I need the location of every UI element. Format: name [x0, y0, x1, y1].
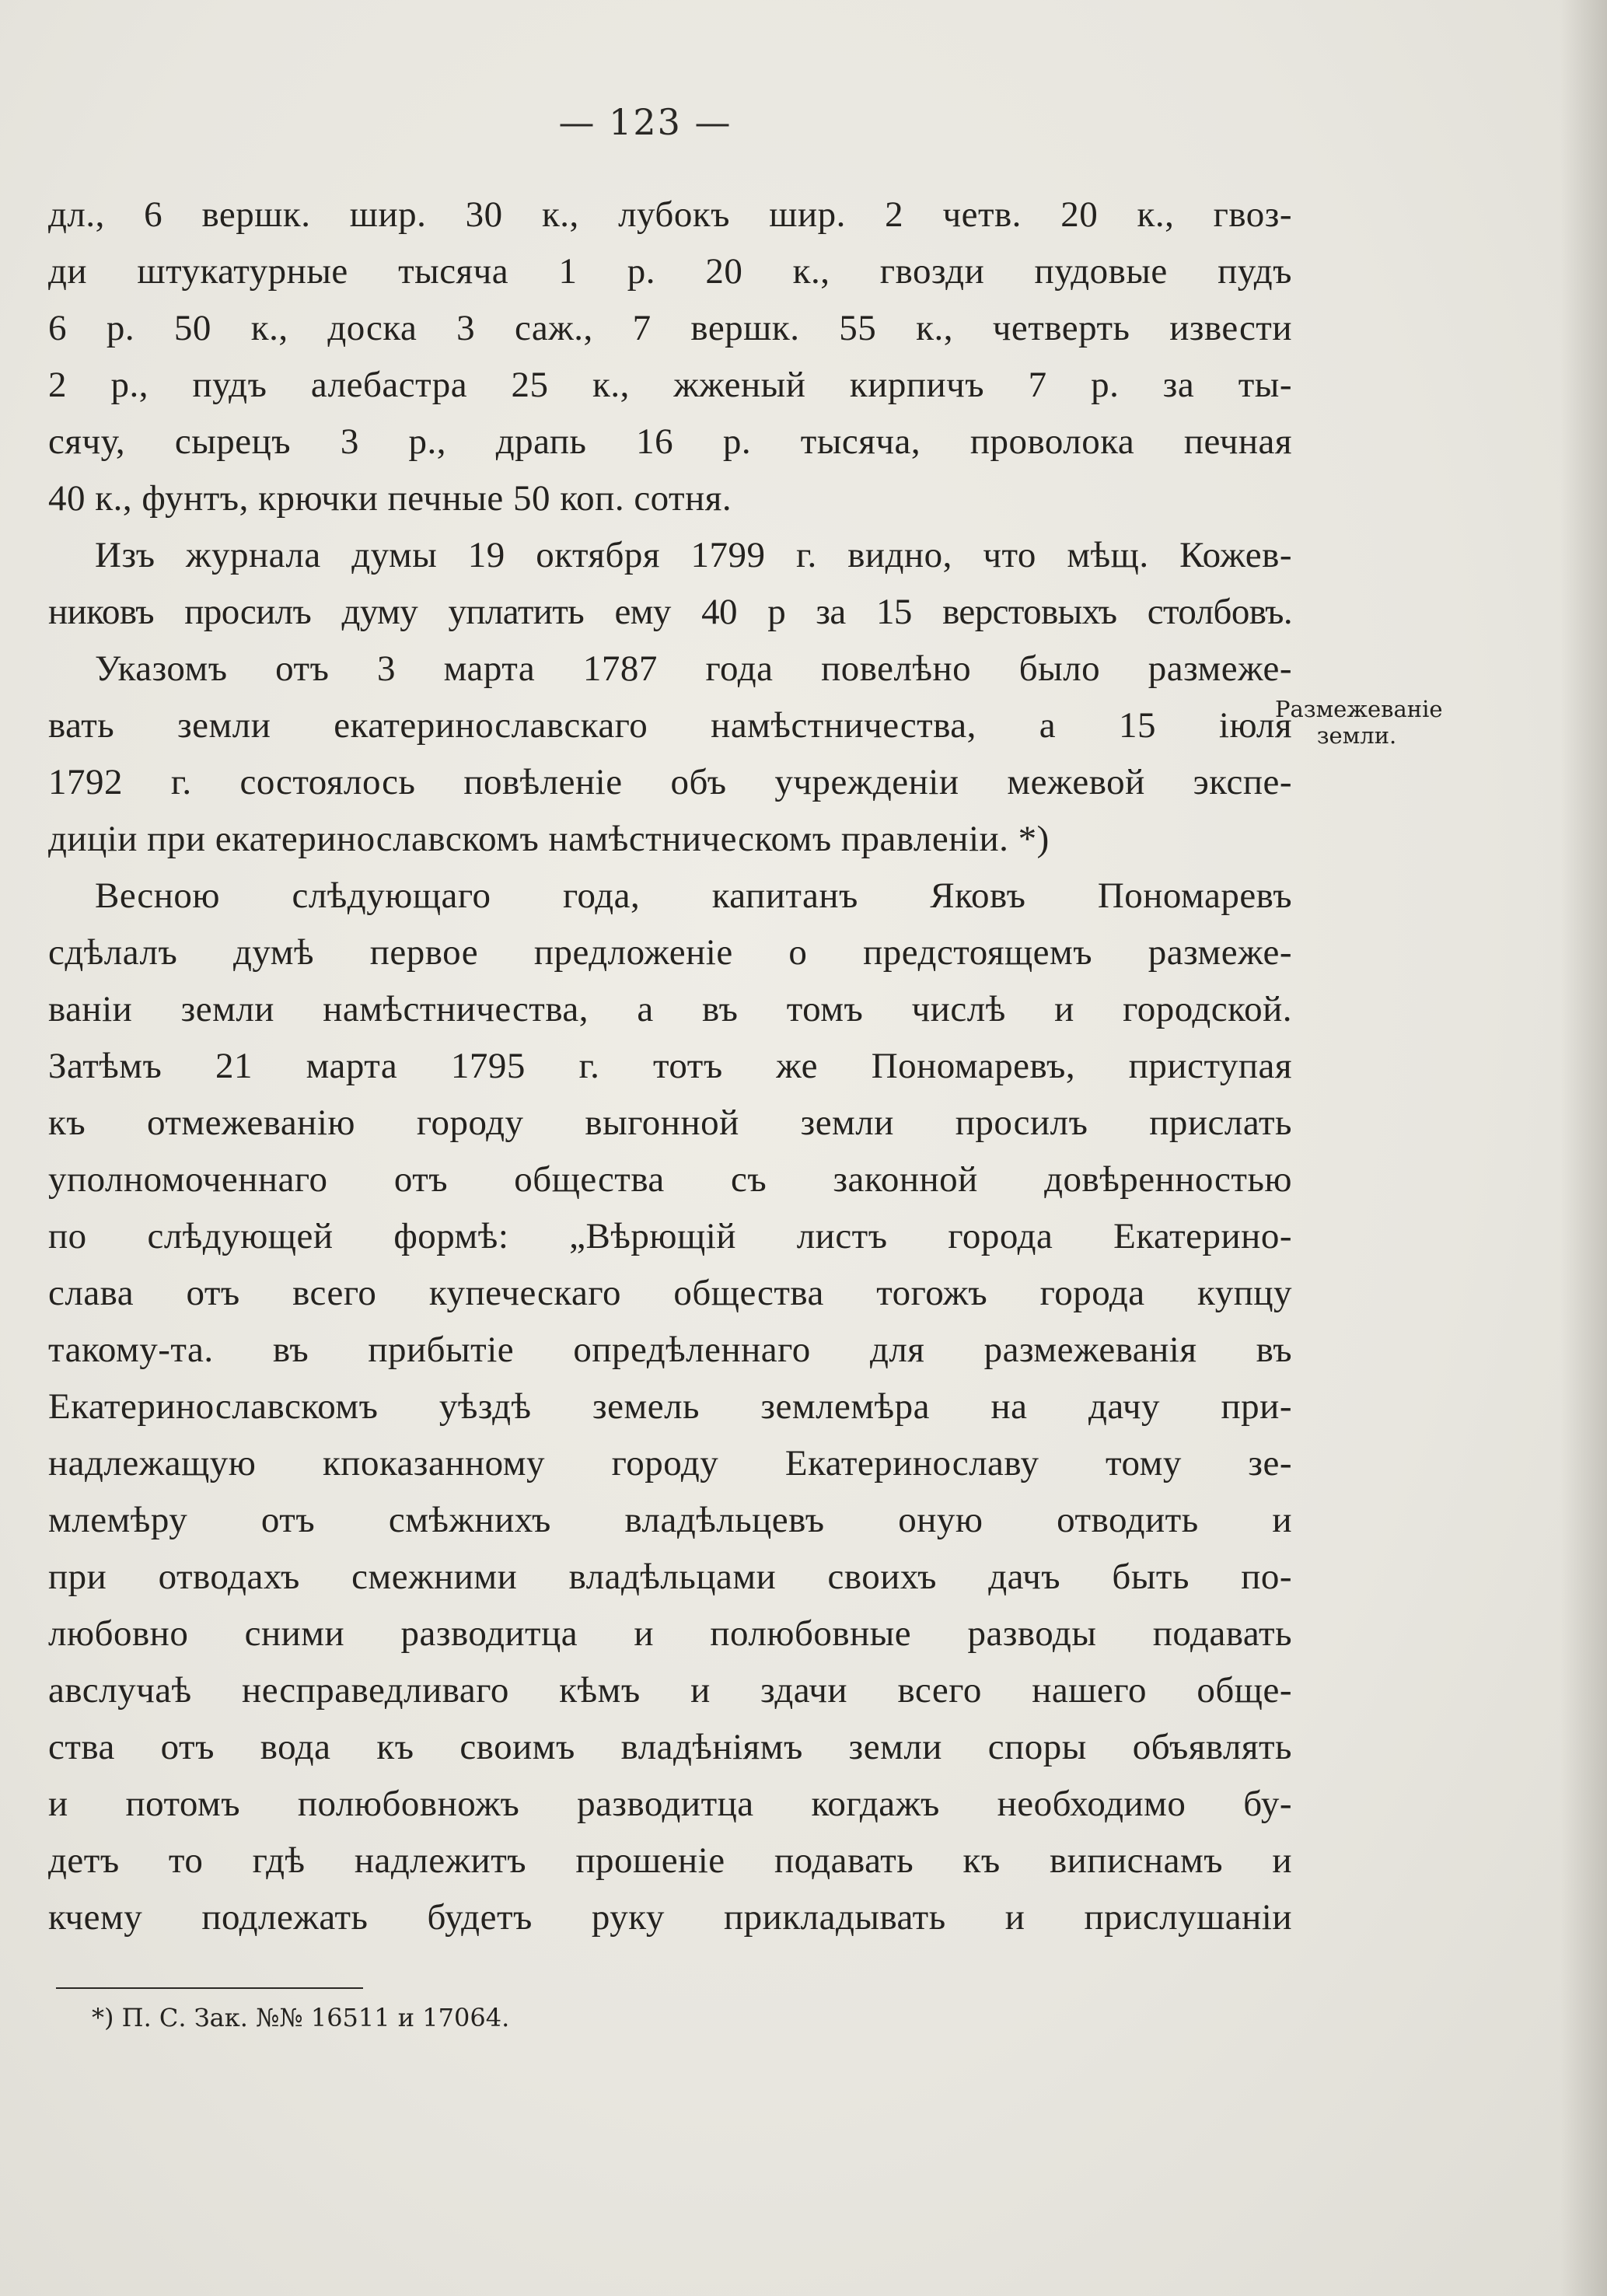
text-line: ства отъ вода къ своимъ владѣніямъ земли споры объявлять [48, 1727, 1292, 1767]
text-line: детъ то гдѣ надлежитъ прошеніе подавать къ виписнамъ и [48, 1840, 1292, 1881]
text-line: къ отмежеванію городу выгонной земли просилъ прислать [48, 1103, 1292, 1143]
text-line: диціи при екатеринославскомъ намѣстническомъ правленіи. *) [48, 819, 1050, 859]
text-line: Указомъ отъ 3 марта 1787 года повелѣно было размеже- [95, 648, 1292, 689]
text-line: 2 р., пудъ алебастра 25 к., жженый кирпичъ 7 р. за ты- [48, 365, 1292, 405]
text-line: млемѣру отъ смѣжнихъ владѣльцевъ оную отводить и [48, 1500, 1292, 1540]
text-line: сячу, сырецъ 3 р., драпь 16 р. тысяча, проволока печная [48, 421, 1292, 462]
spine-shadow [1560, 0, 1607, 2296]
text-line: 6 р. 50 к., доска 3 саж., 7 вершк. 55 к., четверть извести [48, 308, 1292, 348]
text-line: никовъ просилъ думу уплатить ему 40 р за 15 верстовыхъ столбовъ. [48, 592, 1292, 632]
text-line: ди штукатурные тысяча 1 р. 20 к., гвозди пудовые пудъ [48, 251, 1292, 292]
text-line: Екатеринославскомъ уѣздѣ земель землемѣра на дачу при- [48, 1386, 1292, 1427]
text-line: 40 к., фунтъ, крючки печные 50 коп. сотня. [48, 478, 732, 519]
text-line: дл., 6 вершк. шир. 30 к., лубокъ шир. 2 четв. 20 к., гвоз- [48, 194, 1292, 235]
text-line: вать земли екатеринославскаго намѣстничества, а 15 іюля [48, 705, 1292, 746]
text-line: авслучаѣ несправедливаго кѣмъ и здачи всего нашего обще- [48, 1670, 1292, 1711]
text-line: 1792 г. состоялось повѣленіе объ учрежденіи межевой экспе- [48, 762, 1292, 802]
text-line: Изъ журнала думы 19 октября 1799 г. видно, что мѣщ. Кожев- [95, 535, 1292, 575]
text-line: по слѣдующей формѣ: „Вѣрющій листъ города Екатерино- [48, 1216, 1292, 1256]
text-line: Весною слѣдующаго года, капитанъ Яковъ Пономаревъ [95, 875, 1292, 916]
text-line: надлежащую кпоказанному городу Екатеринославу тому зе- [48, 1443, 1292, 1483]
text-line: при отводахъ смежними владѣльцами своихъ дачъ быть по- [48, 1557, 1292, 1597]
footnote: *) П. С. Зак. №№ 16511 и 17064. [92, 2003, 510, 2032]
body-text [48, 187, 1292, 1946]
text-line: любовно сними разводитца и полюбовные разводы подавать [48, 1613, 1292, 1654]
text-line: уполномоченнаго отъ общества съ законной довѣренностью [48, 1159, 1292, 1200]
margin-note-line: Размежеваніе [1275, 696, 1443, 722]
margin-note-line: земли. [1316, 722, 1397, 749]
text-line: и потомъ полюбовножъ разводитца когдажъ необходимо бу- [48, 1784, 1292, 1824]
margin-note [1275, 696, 1443, 749]
text-line: слава отъ всего купеческаго общества тогожъ города купцу [48, 1273, 1292, 1313]
page-number: — 123 — [558, 101, 732, 143]
text-line: ваніи земли намѣстничества, а въ томъ числѣ и городской. [48, 989, 1292, 1029]
text-line: кчему подлежать будетъ руку прикладывать и прислушаніи [48, 1897, 1292, 1938]
footnote-divider [56, 1987, 363, 1989]
text-line: сдѣлалъ думѣ первое предложеніе о предстоящемъ размеже- [48, 932, 1292, 973]
text-line: такому-та. въ прибытіе опредѣленнаго для размежеванія въ [48, 1330, 1292, 1370]
text-line: Затѣмъ 21 марта 1795 г. тотъ же Пономаревъ, приступая [48, 1046, 1292, 1086]
